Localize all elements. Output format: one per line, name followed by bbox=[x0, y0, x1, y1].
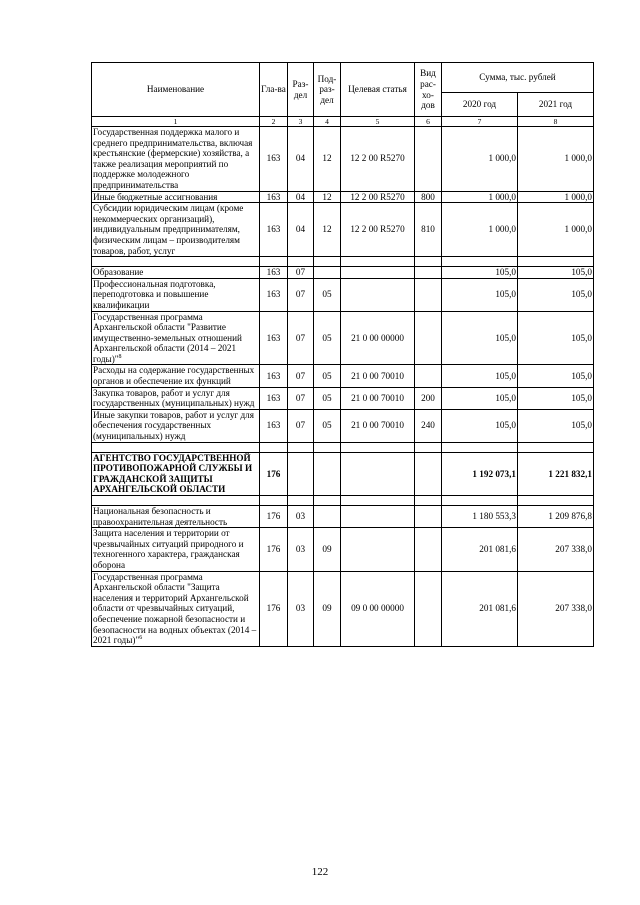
cell-text: 201 081,6 bbox=[479, 603, 516, 614]
table-row bbox=[92, 267, 594, 279]
cell-name bbox=[92, 278, 260, 311]
cell-glava bbox=[260, 506, 288, 528]
cell-article bbox=[341, 278, 415, 311]
page-number: 122 bbox=[311, 866, 329, 878]
cell-razdel bbox=[288, 203, 314, 257]
cell-text: 105,0 bbox=[571, 289, 592, 300]
cell-text: 12 bbox=[322, 224, 332, 235]
cell-text: 105,0 bbox=[571, 370, 592, 381]
cell-vid bbox=[415, 409, 442, 442]
cell-podrazdel bbox=[314, 191, 341, 203]
cell-y2021 bbox=[518, 267, 594, 279]
index-cell: 5 bbox=[341, 117, 415, 127]
cell-y2021 bbox=[518, 387, 594, 409]
cell-text: 07 bbox=[295, 289, 306, 300]
cell-name bbox=[92, 257, 260, 267]
table-row bbox=[92, 409, 594, 442]
index-cell: 4 bbox=[314, 117, 341, 127]
cell-name bbox=[92, 409, 260, 442]
cell-text: 21 0 00 00000 bbox=[351, 332, 404, 343]
cell-text: Государственная поддержка малого и среднего предпринимательства, включая крестьянские (фермерские) хозяйства, а также реализация мероприятий по поддержке молодежного предпринимательства bbox=[93, 127, 253, 190]
cell-text: 176 bbox=[266, 511, 281, 522]
cell-text: 1 000,0 bbox=[564, 191, 592, 202]
footnote-mark: 8 bbox=[118, 353, 122, 360]
cell-name bbox=[92, 452, 260, 495]
cell-glava bbox=[260, 267, 288, 279]
cell-vid bbox=[415, 496, 442, 506]
cell-text: 163 bbox=[266, 392, 281, 403]
cell-article bbox=[341, 257, 415, 267]
cell-text: Образование bbox=[93, 267, 144, 278]
cell-vid bbox=[415, 127, 442, 192]
cell-article bbox=[341, 571, 415, 646]
index-cell: 7 bbox=[442, 117, 518, 127]
cell-glava bbox=[260, 528, 288, 571]
cell-text: 163 bbox=[266, 332, 281, 343]
cell-podrazdel bbox=[314, 571, 341, 646]
cell-article bbox=[341, 452, 415, 495]
index-cell: 1 bbox=[92, 117, 260, 127]
cell-text: 163 bbox=[266, 370, 281, 381]
header-2021: 2021 год bbox=[518, 93, 594, 117]
cell-text: 21 0 00 70010 bbox=[351, 370, 404, 381]
cell-y2021 bbox=[518, 442, 594, 452]
cell-text: 1 000,0 bbox=[488, 224, 516, 235]
cell-y2020 bbox=[442, 127, 518, 192]
header-glava: Гла-ва bbox=[260, 63, 288, 117]
cell-text: Субсидии юридическим лицам (кроме некоммерческих организаций), индивидуальным предпринимателям, физическим лицам – производителям товаров, работ, услуг bbox=[93, 203, 244, 256]
cell-name bbox=[92, 506, 260, 528]
cell-vid bbox=[415, 311, 442, 365]
cell-y2020 bbox=[442, 267, 518, 279]
table-row bbox=[92, 127, 594, 192]
cell-text: 1 000,0 bbox=[488, 153, 516, 164]
cell-text: 03 bbox=[295, 511, 306, 522]
cell-vid bbox=[415, 278, 442, 311]
cell-y2021 bbox=[518, 191, 594, 203]
cell-y2021 bbox=[518, 528, 594, 571]
cell-y2020 bbox=[442, 311, 518, 365]
cell-article bbox=[341, 387, 415, 409]
cell-text: Государственная программа Архангельской области "Защита населения и территорий Архангельской области от чрезвычайных ситуаций, обеспечение пожарной безопасности и безопасности на водных объектах (2014 – 2021 годы)" bbox=[93, 571, 257, 646]
cell-article bbox=[341, 267, 415, 279]
cell-razdel bbox=[288, 409, 314, 442]
cell-y2021 bbox=[518, 311, 594, 365]
cell-text: 12 2 00 R5270 bbox=[350, 191, 405, 202]
table-row bbox=[92, 203, 594, 257]
cell-text: 09 bbox=[322, 544, 332, 555]
cell-text: Расходы на содержание государственных органов и обеспечение их функций bbox=[93, 365, 255, 387]
cell-text: 04 bbox=[295, 191, 306, 202]
spacer-row bbox=[92, 257, 594, 267]
cell-podrazdel bbox=[314, 442, 341, 452]
cell-text: 163 bbox=[266, 420, 281, 431]
cell-text: 03 bbox=[295, 544, 306, 555]
cell-vid bbox=[415, 452, 442, 495]
cell-text: Профессиональная подготовка, переподготовка и повышение квалификации bbox=[93, 278, 216, 310]
cell-text: 07 bbox=[295, 267, 306, 278]
cell-name bbox=[92, 496, 260, 506]
cell-article bbox=[341, 528, 415, 571]
cell-podrazdel bbox=[314, 387, 341, 409]
spacer-row bbox=[92, 496, 594, 506]
cell-text: 163 bbox=[266, 191, 281, 202]
cell-text: Национальная безопасность и правоохранительная деятельность bbox=[93, 506, 228, 527]
cell-text: 105,0 bbox=[571, 267, 592, 278]
cell-text: 07 bbox=[295, 392, 306, 403]
cell-text: 105,0 bbox=[495, 267, 516, 278]
cell-text: 105,0 bbox=[495, 370, 516, 381]
cell-text: 1 000,0 bbox=[564, 153, 592, 164]
cell-text: 810 bbox=[421, 224, 435, 235]
cell-name bbox=[92, 127, 260, 192]
cell-vid bbox=[415, 203, 442, 257]
index-cell: 8 bbox=[518, 117, 594, 127]
cell-text: 1 180 553,3 bbox=[472, 511, 516, 522]
table-row bbox=[92, 506, 594, 528]
cell-vid bbox=[415, 506, 442, 528]
header-podrazdel: Под-раз-дел bbox=[314, 63, 341, 117]
cell-text: 800 bbox=[421, 191, 435, 202]
cell-text: 1 221 832,1 bbox=[548, 468, 592, 479]
cell-vid bbox=[415, 387, 442, 409]
header-name: Наименование bbox=[92, 63, 260, 117]
cell-razdel bbox=[288, 257, 314, 267]
cell-razdel bbox=[288, 442, 314, 452]
index-cell: 6 bbox=[415, 117, 442, 127]
cell-name bbox=[92, 311, 260, 365]
cell-article bbox=[341, 365, 415, 387]
table-row bbox=[92, 278, 594, 311]
cell-text: 207 338,0 bbox=[555, 544, 592, 555]
cell-text: 05 bbox=[322, 332, 332, 343]
cell-y2021 bbox=[518, 278, 594, 311]
cell-y2020 bbox=[442, 257, 518, 267]
cell-vid bbox=[415, 191, 442, 203]
cell-glava bbox=[260, 365, 288, 387]
cell-y2021 bbox=[518, 127, 594, 192]
cell-name bbox=[92, 528, 260, 571]
cell-y2020 bbox=[442, 191, 518, 203]
cell-article bbox=[341, 203, 415, 257]
cell-text: 105,0 bbox=[495, 420, 516, 431]
index-cell: 2 bbox=[260, 117, 288, 127]
cell-glava bbox=[260, 496, 288, 506]
cell-text: 1 000,0 bbox=[564, 224, 592, 235]
cell-y2021 bbox=[518, 365, 594, 387]
table-body bbox=[92, 127, 594, 647]
cell-text: 12 2 00 R5270 bbox=[350, 224, 405, 235]
cell-podrazdel bbox=[314, 267, 341, 279]
cell-text: Закупка товаров, работ и услуг для государственных (муниципальных) нужд bbox=[93, 387, 255, 409]
cell-podrazdel bbox=[314, 311, 341, 365]
cell-name bbox=[92, 267, 260, 279]
cell-podrazdel bbox=[314, 506, 341, 528]
cell-text: 105,0 bbox=[495, 332, 516, 343]
cell-glava bbox=[260, 571, 288, 646]
cell-y2021 bbox=[518, 452, 594, 495]
cell-podrazdel bbox=[314, 203, 341, 257]
cell-glava bbox=[260, 311, 288, 365]
cell-vid bbox=[415, 571, 442, 646]
cell-article bbox=[341, 506, 415, 528]
cell-article bbox=[341, 191, 415, 203]
cell-text: 04 bbox=[295, 153, 306, 164]
cell-name bbox=[92, 571, 260, 646]
cell-glava bbox=[260, 203, 288, 257]
header-sum: Сумма, тыс. рублей bbox=[442, 63, 594, 93]
cell-glava bbox=[260, 191, 288, 203]
cell-text: АГЕНТСТВО ГОСУДАРСТВЕННОЙ ПРОТИВОПОЖАРНОЙ СЛУЖБЫ И ГРАЖДАНСКОЙ ЗАЩИТЫ АРХАНГЕЛЬСКОЙ ОБЛАСТИ bbox=[93, 452, 253, 495]
cell-text: 1 000,0 bbox=[488, 191, 516, 202]
cell-glava bbox=[260, 387, 288, 409]
cell-article bbox=[341, 127, 415, 192]
cell-razdel bbox=[288, 267, 314, 279]
cell-text: Государственная программа Архангельской области "Развитие имущественно-земельных отношений Архангельской области (2014 – 2021 годы)" bbox=[93, 311, 242, 364]
cell-y2020 bbox=[442, 203, 518, 257]
cell-text: 105,0 bbox=[571, 392, 592, 403]
cell-y2020 bbox=[442, 506, 518, 528]
cell-podrazdel bbox=[314, 257, 341, 267]
cell-text: 163 bbox=[266, 289, 281, 300]
cell-text: 105,0 bbox=[571, 332, 592, 343]
cell-text: 21 0 00 70010 bbox=[351, 420, 404, 431]
cell-text: 201 081,6 bbox=[479, 544, 516, 555]
cell-article bbox=[341, 442, 415, 452]
cell-razdel bbox=[288, 311, 314, 365]
cell-y2021 bbox=[518, 506, 594, 528]
cell-y2021 bbox=[518, 203, 594, 257]
cell-text: 07 bbox=[295, 332, 306, 343]
cell-text: 12 bbox=[322, 191, 332, 202]
cell-glava bbox=[260, 442, 288, 452]
cell-name bbox=[92, 191, 260, 203]
cell-text: 09 0 00 00000 bbox=[351, 603, 404, 614]
cell-podrazdel bbox=[314, 528, 341, 571]
cell-y2021 bbox=[518, 496, 594, 506]
cell-podrazdel bbox=[314, 409, 341, 442]
cell-podrazdel bbox=[314, 365, 341, 387]
cell-name bbox=[92, 203, 260, 257]
table-row bbox=[92, 311, 594, 365]
table-row bbox=[92, 387, 594, 409]
cell-y2020 bbox=[442, 278, 518, 311]
cell-y2020 bbox=[442, 528, 518, 571]
cell-razdel bbox=[288, 496, 314, 506]
index-cell: 3 bbox=[288, 117, 314, 127]
cell-glava bbox=[260, 127, 288, 192]
cell-vid bbox=[415, 528, 442, 571]
cell-text: 05 bbox=[322, 370, 332, 381]
cell-podrazdel bbox=[314, 127, 341, 192]
cell-text: 163 bbox=[266, 153, 281, 164]
cell-razdel bbox=[288, 571, 314, 646]
cell-text: 05 bbox=[322, 392, 332, 403]
header-2020: 2020 год bbox=[442, 93, 518, 117]
cell-y2020 bbox=[442, 496, 518, 506]
cell-razdel bbox=[288, 506, 314, 528]
header-razdel: Раз-дел bbox=[288, 63, 314, 117]
cell-razdel bbox=[288, 191, 314, 203]
cell-text: 176 bbox=[266, 468, 281, 479]
column-index-row bbox=[92, 117, 594, 127]
cell-text: Защита населения и территории от чрезвычайных ситуаций природного и техногенного характера, гражданская оборона bbox=[93, 528, 244, 570]
cell-text: Иные бюджетные ассигнования bbox=[93, 191, 218, 202]
cell-text: 105,0 bbox=[571, 420, 592, 431]
cell-razdel bbox=[288, 452, 314, 495]
table-row bbox=[92, 571, 594, 646]
cell-text: 1 209 876,8 bbox=[548, 511, 592, 522]
cell-vid bbox=[415, 365, 442, 387]
cell-glava bbox=[260, 409, 288, 442]
cell-podrazdel bbox=[314, 496, 341, 506]
cell-vid bbox=[415, 442, 442, 452]
cell-text: 04 bbox=[295, 224, 306, 235]
cell-y2020 bbox=[442, 387, 518, 409]
cell-text: 163 bbox=[266, 224, 281, 235]
cell-name bbox=[92, 365, 260, 387]
cell-text: 12 2 00 R5270 bbox=[350, 153, 405, 164]
cell-y2020 bbox=[442, 571, 518, 646]
cell-text: Иные закупки товаров, работ и услуг для обеспечения государственных (муниципальных) нужд bbox=[93, 409, 254, 442]
cell-y2020 bbox=[442, 452, 518, 495]
cell-text: 12 bbox=[322, 153, 332, 164]
cell-razdel bbox=[288, 365, 314, 387]
cell-razdel bbox=[288, 528, 314, 571]
cell-vid bbox=[415, 267, 442, 279]
footnote-mark: 6 bbox=[139, 635, 143, 642]
budget-table bbox=[91, 62, 594, 647]
cell-podrazdel bbox=[314, 452, 341, 495]
cell-y2020 bbox=[442, 442, 518, 452]
cell-name bbox=[92, 442, 260, 452]
cell-text: 200 bbox=[421, 392, 435, 403]
cell-podrazdel bbox=[314, 278, 341, 311]
cell-text: 105,0 bbox=[495, 289, 516, 300]
cell-text: 176 bbox=[266, 603, 281, 614]
header-vid: Вид рас-хо-дов bbox=[415, 63, 442, 117]
header-article: Целевая статья bbox=[341, 63, 415, 117]
cell-text: 09 bbox=[322, 603, 332, 614]
cell-article bbox=[341, 311, 415, 365]
cell-text: 163 bbox=[266, 267, 281, 278]
table-row bbox=[92, 191, 594, 203]
cell-text: 207 338,0 bbox=[555, 603, 592, 614]
cell-glava bbox=[260, 278, 288, 311]
table-row bbox=[92, 528, 594, 571]
cell-y2021 bbox=[518, 571, 594, 646]
cell-text: 105,0 bbox=[495, 392, 516, 403]
cell-vid bbox=[415, 257, 442, 267]
cell-glava bbox=[260, 452, 288, 495]
cell-y2020 bbox=[442, 409, 518, 442]
spacer-row bbox=[92, 442, 594, 452]
cell-text: 05 bbox=[322, 420, 332, 431]
cell-razdel bbox=[288, 387, 314, 409]
cell-text: 176 bbox=[266, 544, 281, 555]
cell-article bbox=[341, 496, 415, 506]
cell-name bbox=[92, 387, 260, 409]
cell-text: 21 0 00 70010 bbox=[351, 392, 404, 403]
cell-text: 03 bbox=[295, 603, 306, 614]
cell-y2021 bbox=[518, 257, 594, 267]
table-row bbox=[92, 365, 594, 387]
cell-y2020 bbox=[442, 365, 518, 387]
cell-glava bbox=[260, 257, 288, 267]
cell-razdel bbox=[288, 127, 314, 192]
cell-text: 05 bbox=[322, 289, 332, 300]
table-row bbox=[92, 452, 594, 495]
cell-article bbox=[341, 409, 415, 442]
cell-razdel bbox=[288, 278, 314, 311]
cell-y2021 bbox=[518, 409, 594, 442]
cell-text: 07 bbox=[295, 420, 306, 431]
cell-text: 07 bbox=[295, 370, 306, 381]
cell-text: 1 192 073,1 bbox=[472, 468, 516, 479]
cell-text: 240 bbox=[421, 420, 435, 431]
